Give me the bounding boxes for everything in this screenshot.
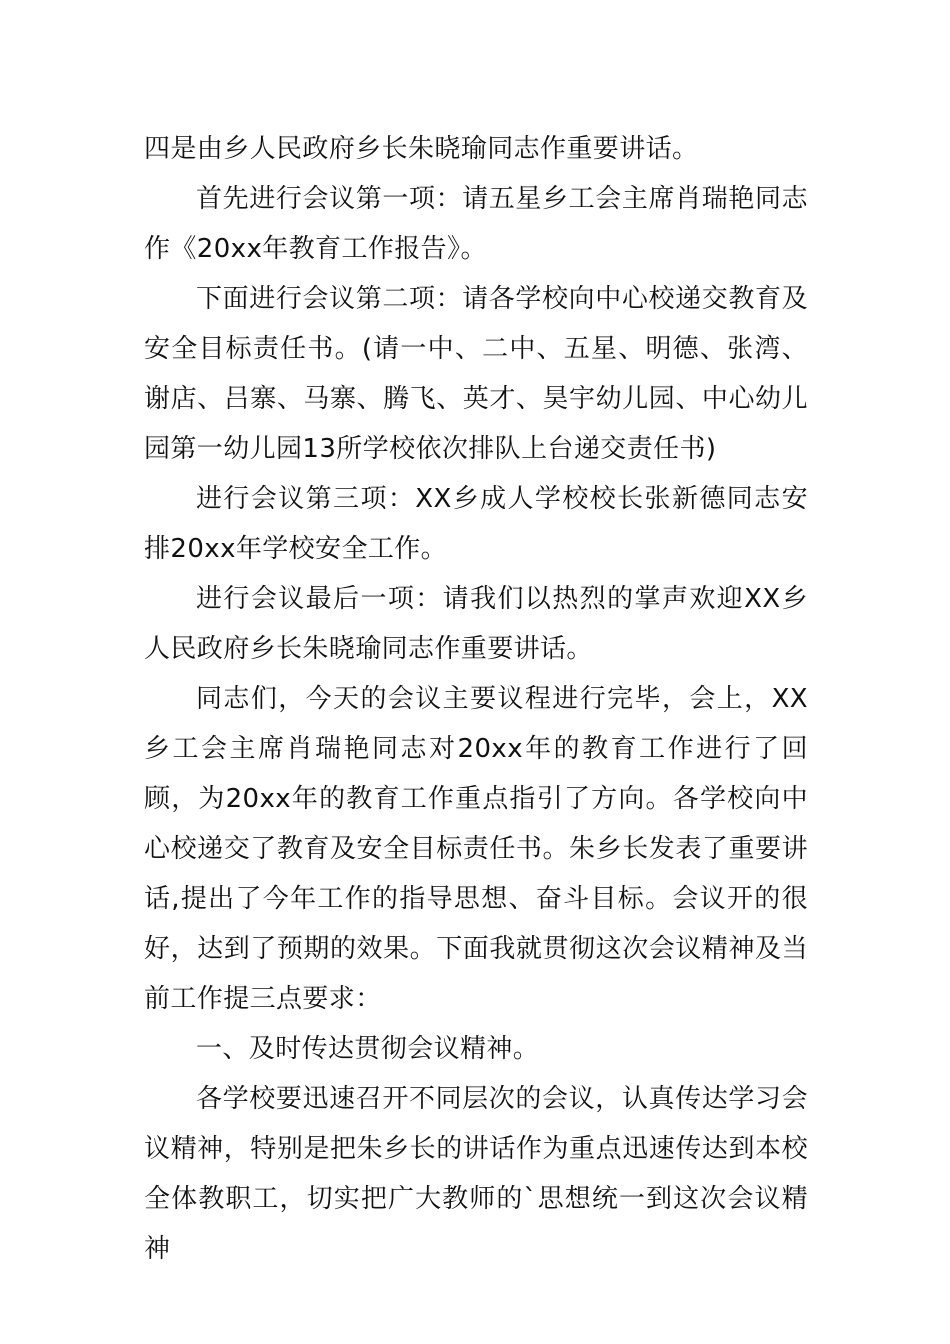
paragraph-6: 同志们，今天的会议主要议程进行完毕，会上，XX乡工会主席肖瑞艳同志对20xx年的教育工作进行了回顾，为20xx年的教育工作重点指引了方向。各学校向中心校递交了教育及安全目标责任书。朱乡长发表了重要讲话,提出了今年工作的指导思想、奋斗目标。会议开的很好，达到了预期的效果。下面我就贯彻这次会议精神及当前工作提三点要求： <box>144 684 808 1014</box>
paragraph-2: 首先进行会议第一项：请五星乡工会主席肖瑞艳同志作《20xx年教育工作报告》。 <box>144 184 808 264</box>
paragraph-4: 进行会议第三项：XX乡成人学校校长张新德同志安排20xx年学校安全工作。 <box>144 484 808 564</box>
document-body <box>144 124 808 1274</box>
paragraph-8: 各学校要迅速召开不同层次的会议，认真传达学习会议精神，特别是把朱乡长的讲话作为重点迅速传达到本校全体教职工，切实把广大教师的`思想统一到这次会议精神 <box>144 1084 808 1264</box>
section-heading-1: 一、及时传达贯彻会议精神。 <box>196 1034 540 1064</box>
paragraph-3: 下面进行会议第二项：请各学校向中心校递交教育及安全目标责任书。(请一中、二中、五星、明德、张湾、谢店、吕寨、马寨、腾飞、英才、昊宇幼儿园、中心幼儿园第一幼儿园13所学校依次排队上台递交责任书) <box>144 284 808 464</box>
paragraph-5: 进行会议最后一项：请我们以热烈的掌声欢迎XX乡人民政府乡长朱晓瑜同志作重要讲话。 <box>144 584 808 664</box>
paragraph-1: 四是由乡人民政府乡长朱晓瑜同志作重要讲话。 <box>144 134 699 164</box>
